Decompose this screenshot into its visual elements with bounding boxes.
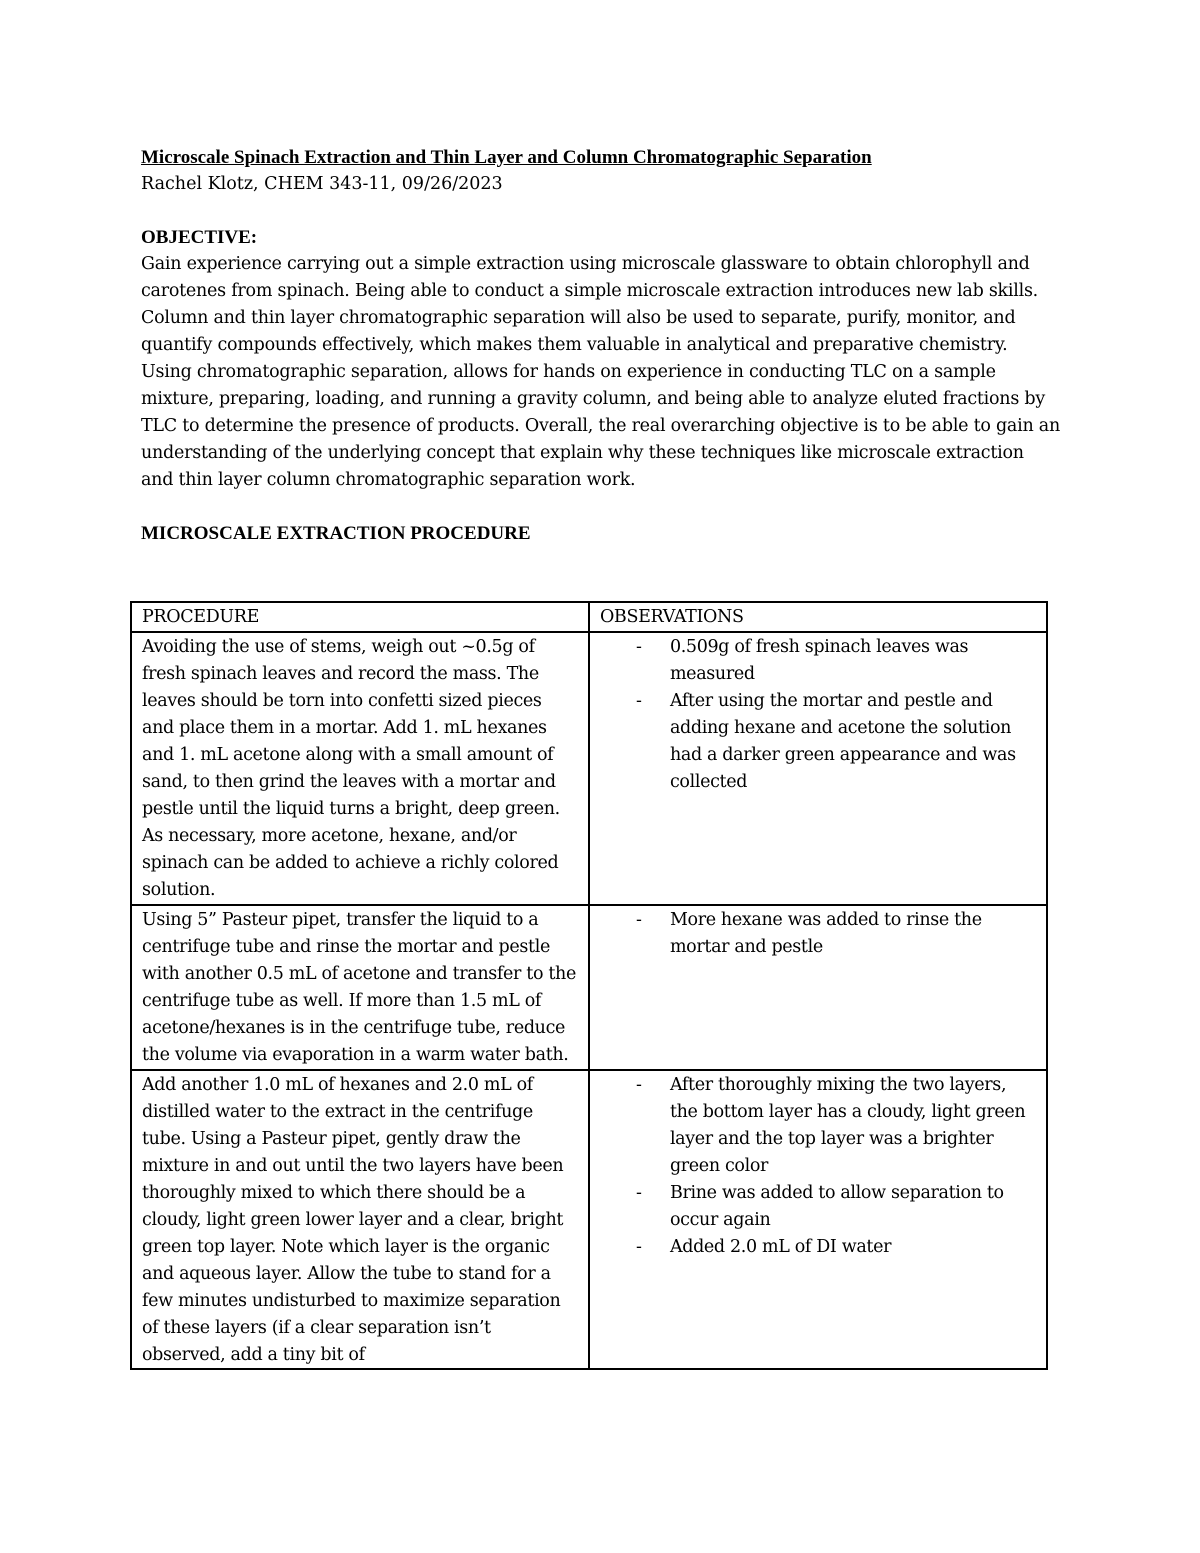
observations-cell <box>589 905 1047 1070</box>
observation-item: - Added 2.0 mL of DI water <box>630 1234 1036 1261</box>
document-title: Microscale Spinach Extraction and Thin Layer and Column Chromatographic Separation <box>141 147 872 168</box>
observation-item: - Brine was added to allow separation to occur again <box>630 1180 1036 1234</box>
column-header-procedure: PROCEDURE <box>131 602 589 632</box>
table-row <box>131 905 1047 1070</box>
observation-item: - More hexane was added to rinse the mortar and pestle <box>630 907 1036 961</box>
table-header-row <box>131 602 1047 632</box>
objective-heading: OBJECTIVE: <box>141 227 258 248</box>
procedure-table <box>130 601 1048 1370</box>
table-row <box>131 1070 1047 1369</box>
objective-text: Gain experience carrying out a simple extraction using microscale glassware to obtain chlorophyll and carotenes from spinach. Being able to conduct a simple microscale extraction introduces new lab skills. Column and thin layer chromatographic separation will also be used to separate, purify, monitor, and quantify compounds effectively, which makes them valuable in analytical and preparative chemistry. Using chromatographic separation, allows for hands on experience in conducting TLC on a sample mixture, preparing, loading, and running a gravity column, and being able to analyze eluted fractions by TLC to determine the presence of products. Overall, the real overarching objective is to be able to gain an understanding of the underlying concept that explain why these techniques like microscale extraction and thin layer column chromatographic separation work. <box>141 254 1060 490</box>
observation-item: - After using the mortar and pestle and adding hexane and acetone the solution had a darker green appearance and was collected <box>630 688 1036 796</box>
procedure-heading: MICROSCALE EXTRACTION PROCEDURE <box>141 523 531 544</box>
observations-list <box>600 907 1036 961</box>
document-page <box>141 145 1061 547</box>
observations-list <box>600 634 1036 796</box>
procedure-cell: Using 5” Pasteur pipet, transfer the liquid to a centrifuge tube and rinse the mortar and pestle with another 0.5 mL of acetone and transfer to the centrifuge tube as well. If more than 1.5 mL of acetone/hexanes is in the centrifuge tube, reduce the volume via evaporation in a warm water bath. <box>131 905 589 1070</box>
table-row <box>131 632 1047 905</box>
observation-item: - 0.509g of fresh spinach leaves was measured <box>630 634 1036 688</box>
observations-cell <box>589 632 1047 905</box>
procedure-text: Add another 1.0 mL of hexanes and 2.0 mL of distilled water to the extract in the centrifuge tube. Using a Pasteur pipet, gently draw the mixture in and out until the two layers have been thoroughly mixed to which there should be a cloudy, light green lower layer and a clear, bright green top layer. Note which layer is the organic and aqueous layer. Allow the tube to stand for a few minutes undisturbed to maximize separation of these layers (if a clear separation isn’t observed, add a tiny bit of <box>142 1075 564 1365</box>
author-line: Rachel Klotz, CHEM 343-11, 09/26/2023 <box>141 174 503 194</box>
observations-cell <box>589 1070 1047 1369</box>
observation-item: - After thoroughly mixing the two layers, the bottom layer has a cloudy, light green layer and the top layer was a brighter green color <box>630 1072 1036 1180</box>
column-header-observations: OBSERVATIONS <box>589 602 1047 632</box>
procedure-cell: Avoiding the use of stems, weigh out ~0.5g of fresh spinach leaves and record the mass. The leaves should be torn into confetti sized pieces and place them in a mortar. Add 1. mL hexanes and 1. mL acetone along with a small amount of sand, to then grind the leaves with a mortar and pestle until the liquid turns a bright, deep green. As necessary, more acetone, hexane, and/or spinach can be added to achieve a richly colored solution. <box>131 632 589 905</box>
observations-list <box>600 1072 1036 1261</box>
procedure-cell <box>131 1070 589 1369</box>
